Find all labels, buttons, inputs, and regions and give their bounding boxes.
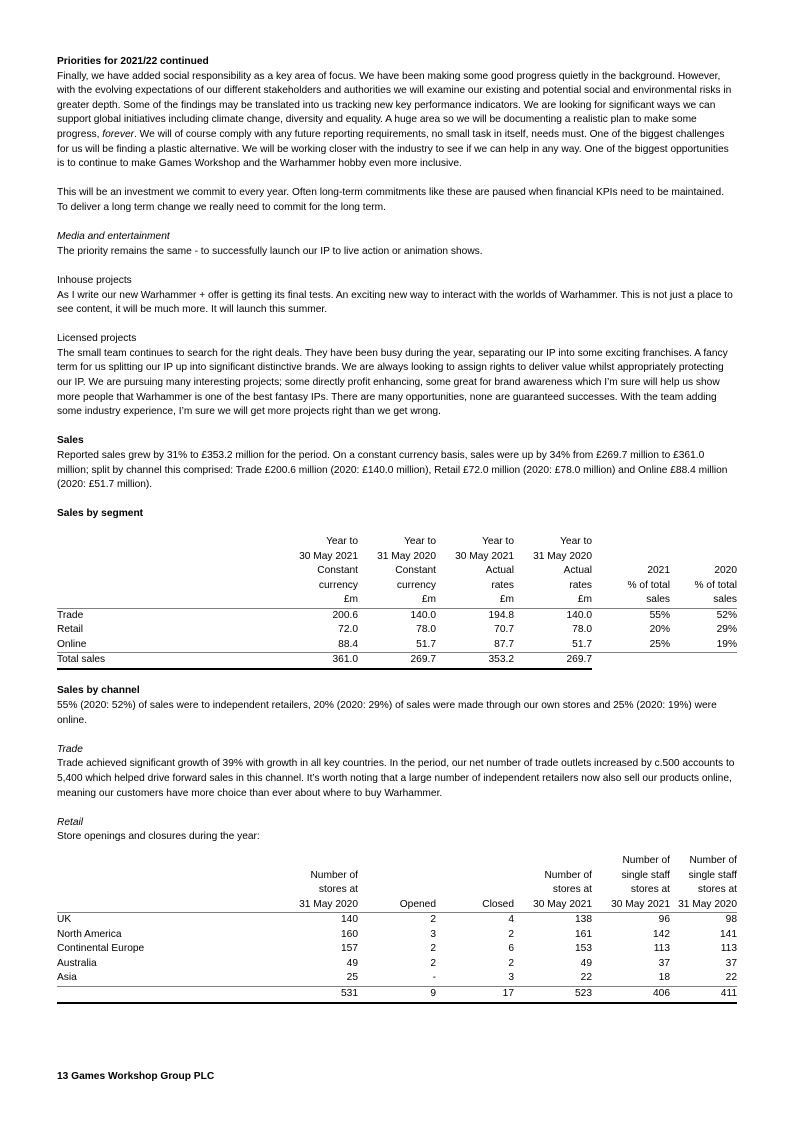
table-cell: 161 xyxy=(575,928,592,940)
table-header-cell: Year to xyxy=(404,536,436,547)
table-row xyxy=(57,623,737,638)
table-cell: 55% xyxy=(592,608,670,623)
paragraph-social-responsibility: Finally, we have added social responsibility as a key area of focus. We have been making some good progress quietly in the background. However, with the evolving expectations of our different stakeholders and authorities we will examine our existing and potential social and environmental risks in greater depth. Some of the findings may be translated into us tracking new key performance indicators. We are looking for significant ways we can support global initiatives including climate change, diversity and equality. A huge area so we will be documenting a realistic plan to make some progress, forever. We will of course comply with any future reporting requirements, no small task in itself, needs must. One of the biggest challenges for us will be finding a plastic alternative. We will be working closer with the industry to see if we can help in any way. One of the biggest opportunities is to continue to make Games Workshop and the Warhammer hobby even more inclusive. xyxy=(57,70,732,170)
table-row xyxy=(57,971,737,986)
table-cell: 22 xyxy=(580,972,592,984)
table-header-cell: 30 May 2021 xyxy=(455,550,514,562)
table-header-cell xyxy=(436,883,514,898)
table-cell: 52% xyxy=(670,608,737,623)
heading-licensed-projects: Licensed projects xyxy=(57,333,137,345)
table-header-row xyxy=(57,854,737,869)
table-row-label: North America xyxy=(57,928,122,940)
table-header-cell: Constant xyxy=(395,565,436,576)
table-header xyxy=(57,854,737,913)
heading-sales-by-channel: Sales by channel xyxy=(57,685,140,697)
table-total-label xyxy=(57,986,280,1002)
table-cell: 2 xyxy=(508,928,514,940)
table-cell: 70.7 xyxy=(494,624,514,636)
table-row xyxy=(57,957,737,972)
table-header-cell-label xyxy=(57,883,280,898)
table-header-cell: 2021 xyxy=(647,565,670,576)
table-total-cell: 531 xyxy=(280,986,358,1002)
table-cell: 138 xyxy=(514,913,592,928)
table-total-cell: 269.7 xyxy=(514,653,592,669)
table-row xyxy=(57,638,737,653)
table-cell: 113 xyxy=(720,943,737,955)
table-cell: 140 xyxy=(280,913,358,928)
table-header-row xyxy=(57,579,737,594)
table-cell: 49 xyxy=(346,957,358,969)
store-openings-table xyxy=(57,854,737,1004)
table-header-cell: 31 May 2020 xyxy=(377,550,436,562)
table-header-cell: Actual xyxy=(563,565,592,576)
table-total-cell xyxy=(592,653,670,669)
table-header-cell: single staff xyxy=(621,869,670,881)
table-header-cell xyxy=(358,883,436,898)
table-row-label: Australia xyxy=(57,957,97,969)
table-header-row xyxy=(57,869,737,884)
table-header-cell: Year to xyxy=(326,536,358,547)
table-cell: 51.7 xyxy=(416,638,436,650)
table-row-label: Continental Europe xyxy=(57,943,145,955)
table-header-cell: stores at xyxy=(318,884,358,895)
table-cell: 19% xyxy=(716,638,737,650)
table-header-cell: single staff xyxy=(688,869,737,881)
table-header-cell xyxy=(592,550,670,565)
table-header-cell: currency xyxy=(318,579,358,591)
table-row xyxy=(57,928,737,943)
sales-by-segment-table xyxy=(57,535,737,670)
table-cell: 88.4 xyxy=(338,638,358,650)
table-header-row xyxy=(57,883,737,898)
table-cell: 157 xyxy=(341,943,358,955)
table-header-cell: 31 May 2020 xyxy=(533,550,592,562)
table-header-cell: 31 May 2020 xyxy=(678,898,737,910)
heading-sales: Sales xyxy=(57,435,84,447)
table-row-label: UK xyxy=(57,913,280,928)
table-total-cell: 353.2 xyxy=(436,653,514,669)
table-header-cell: £m xyxy=(577,594,592,605)
page-title: Priorities for 2021/22 continued xyxy=(57,56,209,67)
table-total-cell: 406 xyxy=(592,986,670,1002)
table-cell: 6 xyxy=(508,943,514,955)
table-header-cell: currency xyxy=(396,579,436,591)
table-header-cell xyxy=(670,550,737,565)
table-cell: 153 xyxy=(575,943,592,955)
table-header-cell: £m xyxy=(499,594,514,605)
table-header-cell: Number of xyxy=(544,869,592,881)
table-body xyxy=(57,608,737,669)
table-header-cell xyxy=(436,869,514,884)
table-total-cell: 269.7 xyxy=(358,653,436,669)
table-cell: 72.0 xyxy=(338,624,358,636)
table-header-row xyxy=(57,593,737,608)
table-header-cell: 30 May 2021 xyxy=(533,898,592,910)
table-header-cell-label xyxy=(57,535,280,550)
table-cell: 142 xyxy=(653,928,670,940)
heading-sales-by-segment: Sales by segment xyxy=(57,508,144,520)
paragraph-investment: This will be an investment we commit to every year. Often long-term commitments like these are paused when financial KPIs need to be maintained. To deliver a long term change we really need to commit for the long term. xyxy=(57,187,725,213)
table-header-row xyxy=(57,550,737,565)
table-header-cell: Number of xyxy=(310,869,358,881)
table-cell: 37 xyxy=(658,957,670,969)
table-cell: 3 xyxy=(430,928,436,940)
table-cell: - xyxy=(432,972,436,984)
table-cell: 4 xyxy=(436,913,514,928)
table-cell: 113 xyxy=(653,943,670,955)
table-header-cell: stores at xyxy=(552,884,592,895)
table-header-cell: Actual xyxy=(485,565,514,576)
document-content xyxy=(57,55,737,1004)
paragraph-retail: Store openings and closures during the year: xyxy=(57,831,260,843)
italic-emphasis: forever xyxy=(102,128,135,140)
heading-trade: Trade xyxy=(57,743,83,755)
table-header-cell: Opened xyxy=(399,898,436,910)
table-cell: 96 xyxy=(592,913,670,928)
paragraph-media: The priority remains the same - to successfully launch our IP to live action or animation shows. xyxy=(57,245,483,257)
table-header-cell: 30 May 2021 xyxy=(611,898,670,910)
table-total-row xyxy=(57,986,737,1002)
table-header-cell-label xyxy=(57,898,280,913)
table-header-cell-label xyxy=(57,854,280,869)
table-header-cell: stores at xyxy=(697,884,737,895)
table-header-row xyxy=(57,898,737,913)
table-header-cell: % of total xyxy=(694,579,737,591)
table-row-label: Retail xyxy=(57,624,84,636)
table-cell: 37 xyxy=(725,957,737,969)
table-header-cell-label xyxy=(57,564,280,579)
table-header-cell: Year to xyxy=(482,536,514,547)
table-header-cell: 30 May 2021 xyxy=(299,550,358,562)
table-header-cell: rates xyxy=(569,579,592,591)
table-cell: 98 xyxy=(670,913,737,928)
table-cell: 29% xyxy=(716,624,737,636)
table-cell: 140.0 xyxy=(514,608,592,623)
table-total-cell: 523 xyxy=(514,986,592,1002)
table-cell: 22 xyxy=(725,972,737,984)
table-cell: 78.0 xyxy=(572,624,592,636)
table-header-cell xyxy=(358,869,436,884)
table-row-label: Asia xyxy=(57,972,77,984)
table-total-label: Total sales xyxy=(57,653,280,669)
table-header-cell: sales xyxy=(646,594,670,605)
table-header-cell xyxy=(436,854,514,869)
table-body xyxy=(57,913,737,1003)
table-header-cell: Number of xyxy=(689,855,737,866)
table-header-cell xyxy=(514,854,592,869)
table-cell: 141 xyxy=(720,928,737,940)
table-header-cell: 2020 xyxy=(714,565,737,576)
table-header-cell: Year to xyxy=(560,536,592,547)
table-cell: 2 xyxy=(430,957,436,969)
table-total-cell: 361.0 xyxy=(280,653,358,669)
paragraph-sales-by-channel: 55% (2020: 52%) of sales were to independent retailers, 20% (2020: 29%) of sales were made through our own stores and 25% (2020: 19%) were online. xyxy=(57,700,717,726)
heading-media-and-entertainment: Media and entertainment xyxy=(57,231,170,243)
table-header-cell: Constant xyxy=(317,565,358,576)
paragraph-trade: Trade achieved significant growth of 39% with growth in all key countries. In the period, our net number of trade outlets increased by c.500 accounts to 5,400 which helped drive forward sales in this channel. It’s worth noting that a large number of independent retailers now also sell our products online, meaning our customers have more choice than ever about where to buy Warhammer. xyxy=(57,758,735,799)
table-header-cell: 31 May 2020 xyxy=(299,898,358,910)
table-cell: 2 xyxy=(508,957,514,969)
table-cell: 20% xyxy=(649,624,670,636)
table-total-row xyxy=(57,653,737,669)
table-total-cell xyxy=(670,653,737,669)
table-header-cell-label xyxy=(57,593,280,608)
table-cell: 78.0 xyxy=(416,624,436,636)
table-row xyxy=(57,608,737,623)
table-cell: 2 xyxy=(358,913,436,928)
table-cell: 25 xyxy=(346,972,358,984)
table-header-cell: £m xyxy=(421,594,436,605)
paragraph-sales: Reported sales grew by 31% to £353.2 million for the period. On a constant currency basis, sales were up by 34% from £269.7 million to £361.0 million; split by channel this comprised: Trade £200.6 million (2020: £140.0 million), Retail £72.0 million (2020: £78.0 million) and Online £88.4 million (2020: £51.7 million). xyxy=(57,450,728,491)
table-header-cell: Closed xyxy=(482,898,514,910)
table-header-cell: sales xyxy=(713,594,737,605)
table-row xyxy=(57,913,737,928)
table-header-cell: stores at xyxy=(630,884,670,895)
table-row-label: Trade xyxy=(57,608,280,623)
table-header-row xyxy=(57,535,737,550)
table-header-cell-label xyxy=(57,869,280,884)
table-header-cell: Number of xyxy=(622,855,670,866)
table-total-cell: 411 xyxy=(670,986,737,1002)
table-header-cell: % of total xyxy=(627,579,670,591)
table-row-label: Online xyxy=(57,638,87,650)
table-cell: 18 xyxy=(658,972,670,984)
table-header-cell xyxy=(280,854,358,869)
paragraph-licensed: The small team continues to search for the right deals. They have been busy during the year, separating our IP into some exciting franchises. A fancy term for us splitting our IP up into significant distinctive brands. We are always looking to assign rights to deliver value whilst appropriately protecting our IP. We are pursuing many interesting projects; some directly profit enhancing, some great for brand awareness which I’m sure will help us show more people that Warhammer is one of the best fantasy IPs. There are many opportunities, none are guaranteed successes. With the team adding some industry experience, I’m sure we will get more projects right than we get wrong. xyxy=(57,347,728,418)
heading-retail: Retail xyxy=(57,816,84,828)
table-header-cell-label xyxy=(57,550,280,565)
page-footer: 13 Games Workshop Group PLC xyxy=(57,1071,215,1082)
table-cell: 160 xyxy=(341,928,358,940)
table-cell: 194.8 xyxy=(436,608,514,623)
table-cell: 49 xyxy=(580,957,592,969)
table-header xyxy=(57,535,737,608)
table-header-cell xyxy=(670,535,737,550)
table-row xyxy=(57,942,737,957)
table-header-row xyxy=(57,564,737,579)
paragraph-inhouse: As I write our new Warhammer + offer is getting its final tests. An exciting new way to interact with the worlds of Warhammer. This is not just a place to see content, it will be much more. It will launch this summer. xyxy=(57,289,733,316)
table-cell: 140.0 xyxy=(358,608,436,623)
table-header-cell: £m xyxy=(343,594,358,605)
table-total-cell: 9 xyxy=(358,986,436,1002)
table-total-cell: 17 xyxy=(436,986,514,1002)
table-cell: 2 xyxy=(430,943,436,955)
table-header-cell-label xyxy=(57,579,280,594)
table-cell: 3 xyxy=(508,972,514,984)
table-cell: 87.7 xyxy=(494,638,514,650)
table-cell: 51.7 xyxy=(572,638,592,650)
table-cell: 25% xyxy=(649,638,670,650)
table-cell: 200.6 xyxy=(280,608,358,623)
table-header-cell xyxy=(592,535,670,550)
table-header-cell: rates xyxy=(491,579,514,591)
heading-inhouse-projects: Inhouse projects xyxy=(57,274,132,286)
table-header-cell xyxy=(358,854,436,869)
